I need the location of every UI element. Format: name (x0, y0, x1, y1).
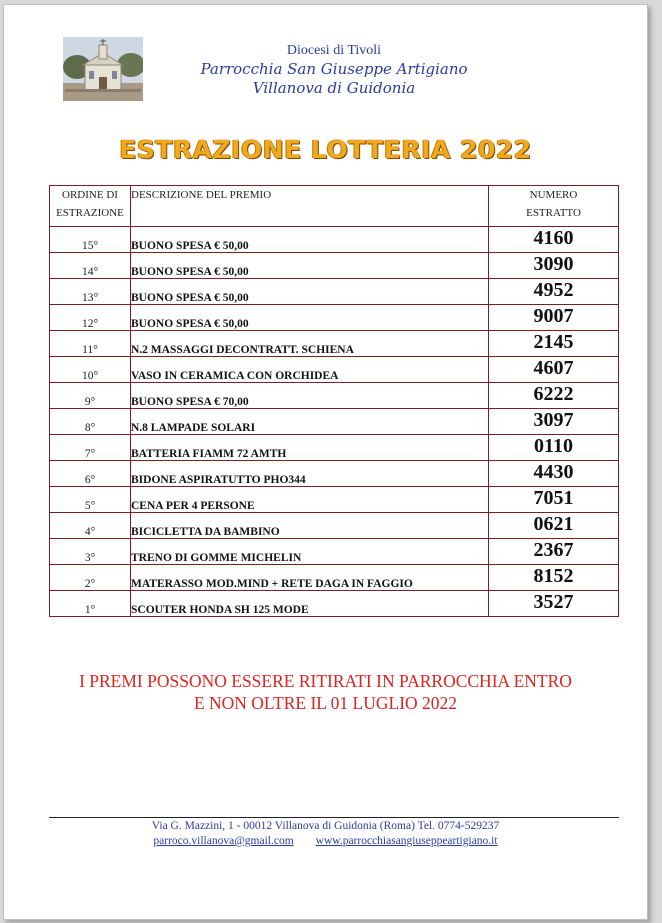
church-logo-image (63, 37, 143, 101)
order-cell: 8° (50, 409, 131, 435)
order-cell: 2° (50, 565, 131, 591)
table-row (50, 409, 619, 435)
website-link[interactable]: www.parrocchiasangiuseppeartigiano.it (315, 835, 498, 847)
footer-divider (49, 817, 619, 818)
table-row (50, 383, 619, 409)
parish-name: Parrocchia San Giuseppe Artigiano (200, 60, 468, 78)
prize-cell: BUONO SPESA € 70,00 (131, 383, 489, 409)
diocese-name: Diocesi di Tivoli (286, 43, 382, 58)
number-cell: 8152 (489, 565, 619, 591)
order-cell: 3° (50, 539, 131, 565)
number-cell: 4607 (489, 357, 619, 383)
number-cell: 7051 (489, 487, 619, 513)
prize-cell: BUONO SPESA € 50,00 (131, 279, 489, 305)
prize-cell: MATERASSO MOD.MIND + RETE DAGA IN FAGGIO (131, 565, 489, 591)
prize-cell: BATTERIA FIAMM 72 AMTH (131, 435, 489, 461)
number-cell: 0110 (489, 435, 619, 461)
header-number: NUMERO ESTRATTO (489, 186, 619, 227)
number-cell: 3527 (489, 591, 619, 617)
number-cell: 2367 (489, 539, 619, 565)
prize-cell: BUONO SPESA € 50,00 (131, 253, 489, 279)
number-cell: 6222 (489, 383, 619, 409)
order-cell: 12° (50, 305, 131, 331)
order-cell: 13° (50, 279, 131, 305)
parish-header (154, 42, 514, 98)
prize-cell: SCOUTER HONDA SH 125 MODE (131, 591, 489, 617)
number-cell: 4952 (489, 279, 619, 305)
number-cell: 3097 (489, 409, 619, 435)
prize-cell: BICICLETTA DA BAMBINO (131, 513, 489, 539)
email-link[interactable]: parroco.villanova@gmail.com (153, 835, 294, 847)
table-header-row (50, 186, 619, 227)
number-cell: 3090 (489, 253, 619, 279)
order-cell: 9° (50, 383, 131, 409)
number-cell: 4430 (489, 461, 619, 487)
prize-cell: BIDONE ASPIRATUTTO PHO344 (131, 461, 489, 487)
table-row (50, 539, 619, 565)
table-row (50, 279, 619, 305)
order-cell: 4° (50, 513, 131, 539)
prize-cell: VASO IN CERAMICA CON ORCHIDEA (131, 357, 489, 383)
table-row (50, 461, 619, 487)
order-cell: 11° (50, 331, 131, 357)
lottery-results-table (49, 185, 619, 617)
table-row (50, 357, 619, 383)
page-title: ESTRAZIONE LOTTERIA 2022 (119, 135, 532, 164)
table-row (50, 305, 619, 331)
prize-cell: BUONO SPESA € 50,00 (131, 305, 489, 331)
table-body (50, 227, 619, 617)
table-row (50, 513, 619, 539)
document-page (3, 4, 648, 920)
table-row (50, 591, 619, 617)
table-row (50, 487, 619, 513)
footer-links (4, 834, 647, 849)
footer-address: Via G. Mazzini, 1 - 00012 Villanova di Guidonia (Roma) Tel. 0774-529237 (151, 820, 500, 832)
collection-notice (4, 670, 647, 714)
footer (4, 819, 647, 849)
prize-cell: N.2 MASSAGGI DECONTRATT. SCHIENA (131, 331, 489, 357)
prize-cell: CENA PER 4 PERSONE (131, 487, 489, 513)
town-name: Villanova di Guidonia (252, 79, 416, 97)
table-row (50, 565, 619, 591)
order-cell: 1° (50, 591, 131, 617)
number-cell: 2145 (489, 331, 619, 357)
notice-line-2: E NON OLTRE IL 01 LUGLIO 2022 (193, 693, 458, 713)
number-cell: 0621 (489, 513, 619, 539)
prize-cell: N.8 LAMPADE SOLARI (131, 409, 489, 435)
header-description: DESCRIZIONE DEL PREMIO (131, 186, 489, 227)
prize-cell: TRENO DI GOMME MICHELIN (131, 539, 489, 565)
header-order: ORDINE DI ESTRAZIONE (50, 186, 131, 227)
notice-line-1: I PREMI POSSONO ESSERE RITIRATI IN PARROCCHIA ENTRO (79, 671, 572, 691)
table-row (50, 435, 619, 461)
number-cell: 4160 (489, 227, 619, 253)
order-cell: 10° (50, 357, 131, 383)
table-row (50, 253, 619, 279)
order-cell: 5° (50, 487, 131, 513)
prize-cell: BUONO SPESA € 50,00 (131, 227, 489, 253)
table-row (50, 331, 619, 357)
order-cell: 6° (50, 461, 131, 487)
order-cell: 14° (50, 253, 131, 279)
table-row (50, 227, 619, 253)
order-cell: 15° (50, 227, 131, 253)
order-cell: 7° (50, 435, 131, 461)
number-cell: 9007 (489, 305, 619, 331)
